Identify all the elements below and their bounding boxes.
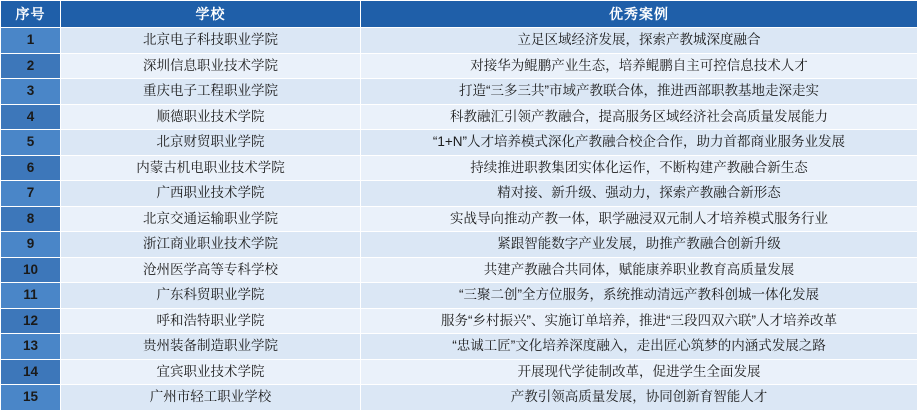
row-school: 广州市轻工职业学校 xyxy=(61,385,361,411)
row-school: 宜宾职业技术学院 xyxy=(61,359,361,385)
row-school: 顺德职业技术学院 xyxy=(61,104,361,130)
column-header-case: 优秀案例 xyxy=(361,1,917,28)
row-case: 产教引领高质量发展，协同创新育智能人才 xyxy=(361,385,917,411)
table-row xyxy=(1,28,917,54)
row-school: 北京财贸职业学院 xyxy=(61,130,361,156)
table-row xyxy=(1,53,917,79)
row-index: 13 xyxy=(1,334,61,360)
table-row xyxy=(1,232,917,258)
row-index: 8 xyxy=(1,206,61,232)
row-index: 4 xyxy=(1,104,61,130)
table-row xyxy=(1,334,917,360)
table-header xyxy=(1,1,917,28)
row-index: 2 xyxy=(1,53,61,79)
table-row xyxy=(1,155,917,181)
row-school: 北京交通运输职业学院 xyxy=(61,206,361,232)
table-row xyxy=(1,385,917,411)
table-row xyxy=(1,206,917,232)
table-row xyxy=(1,308,917,334)
row-index: 5 xyxy=(1,130,61,156)
row-case: 科教融汇引领产教融合，提高服务区域经济社会高质量发展能力 xyxy=(361,104,917,130)
row-case: 服务“乡村振兴”、实施订单培养，推进“三段四双六联”人才培养改革 xyxy=(361,308,917,334)
row-index: 9 xyxy=(1,232,61,258)
row-case: “忠诚工匠”文化培养深度融入，走出匠心筑梦的内涵式发展之路 xyxy=(361,334,917,360)
row-index: 7 xyxy=(1,181,61,207)
table-header-row xyxy=(1,1,917,28)
column-header-school: 学校 xyxy=(61,1,361,28)
row-case: 对接华为鲲鹏产业生态，培养鲲鹏自主可控信息技术人才 xyxy=(361,53,917,79)
row-school: 广东科贸职业学院 xyxy=(61,283,361,309)
row-school: 北京电子科技职业学院 xyxy=(61,28,361,54)
row-case: “1+N”人才培养模式深化产教融合校企合作，助力首都商业服务业发展 xyxy=(361,130,917,156)
column-header-index: 序号 xyxy=(1,1,61,28)
row-school: 广西职业技术学院 xyxy=(61,181,361,207)
row-case: 打造“三多三共”市域产教联合体，推进西部职教基地走深走实 xyxy=(361,79,917,105)
row-index: 15 xyxy=(1,385,61,411)
row-index: 10 xyxy=(1,257,61,283)
row-case: 持续推进职教集团实体化运作，不断构建产教融合新生态 xyxy=(361,155,917,181)
table-row xyxy=(1,104,917,130)
table-body xyxy=(1,28,917,411)
table-row xyxy=(1,283,917,309)
table-row xyxy=(1,181,917,207)
row-index: 3 xyxy=(1,79,61,105)
row-case: 精对接、新升级、强动力，探索产教融合新形态 xyxy=(361,181,917,207)
row-case: 共建产教融合共同体，赋能康养职业教育高质量发展 xyxy=(361,257,917,283)
row-index: 14 xyxy=(1,359,61,385)
table-row xyxy=(1,257,917,283)
row-case: 实战导向推动产教一体，职学融浸双元制人才培养模式服务行业 xyxy=(361,206,917,232)
row-school: 呼和浩特职业学院 xyxy=(61,308,361,334)
row-school: 深圳信息职业技术学院 xyxy=(61,53,361,79)
table-row xyxy=(1,79,917,105)
row-index: 1 xyxy=(1,28,61,54)
row-school: 重庆电子工程职业学院 xyxy=(61,79,361,105)
row-index: 11 xyxy=(1,283,61,309)
row-case: 开展现代学徒制改革，促进学生全面发展 xyxy=(361,359,917,385)
row-school: 内蒙古机电职业技术学院 xyxy=(61,155,361,181)
row-case: 立足区域经济发展，探索产教城深度融合 xyxy=(361,28,917,54)
row-case: 紧跟智能数字产业发展，助推产教融合创新升级 xyxy=(361,232,917,258)
row-case: “三聚二创”全方位服务，系统推动清远产教科创城一体化发展 xyxy=(361,283,917,309)
row-school: 沧州医学高等专科学校 xyxy=(61,257,361,283)
table-row xyxy=(1,359,917,385)
row-index: 6 xyxy=(1,155,61,181)
row-school: 贵州装备制造职业学院 xyxy=(61,334,361,360)
row-school: 浙江商业职业技术学院 xyxy=(61,232,361,258)
row-index: 12 xyxy=(1,308,61,334)
table-row xyxy=(1,130,917,156)
